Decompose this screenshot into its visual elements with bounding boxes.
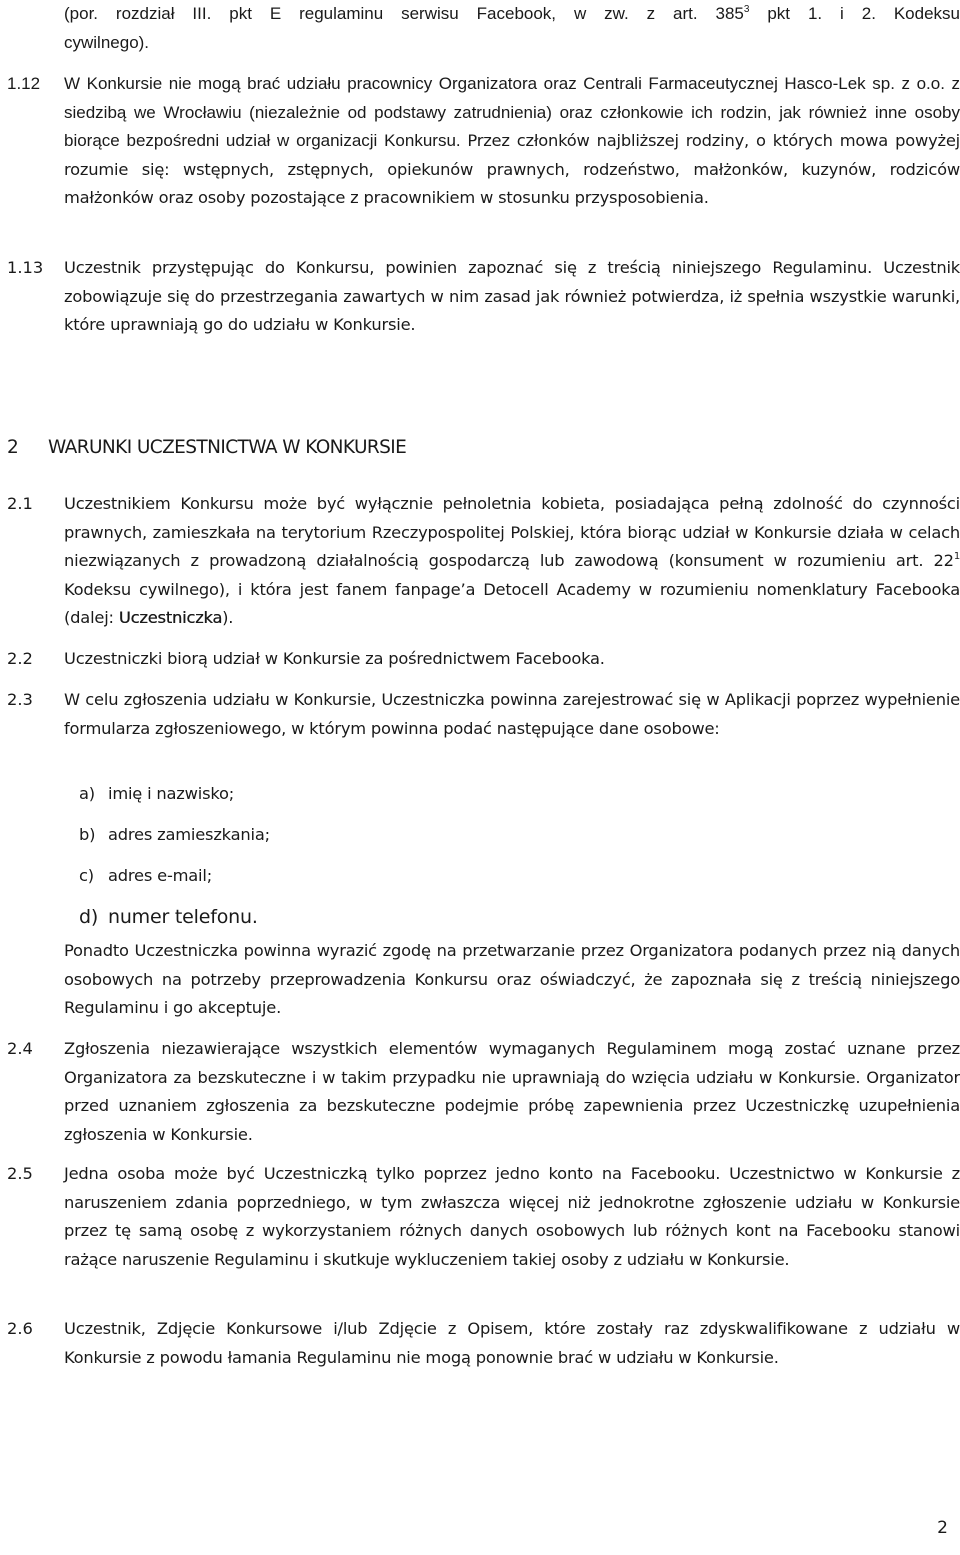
paragraph-text: W Konkursie nie mogą brać udziału pracownicy Organizatora oraz Centrali Farmaceutycznej Hasco-Lek sp. z o.o. z siedzibą we Wrocławiu (niezależnie od podstawy zatrudnienia) oraz członkowie ich rodzin, jak również inne osoby biorące bezpośredni udział w organizacji Konkursu.	[64, 74, 960, 150]
list-item-text: adres zamieszkania;	[108, 825, 270, 844]
intro-superscript: 3	[743, 4, 750, 15]
paragraph-2-6	[0, 1315, 960, 1372]
intro-text-b: pkt 1. i 2. Kodeksu	[749, 4, 960, 23]
paragraph-superscript: 1	[953, 551, 960, 562]
paragraph-text: Uczestnikiem Konkursu może być wyłącznie pełnoletnia kobieta, posiadająca pełną zdolność do czynności prawnych, zamieszkała na terytorium Rzeczypospolitej Polskiej, która biorąc udział w Konkursie działa w celach niezwiązanych z prowadzoną działalnością gospodarczą lub zawodową (konsument w rozumieniu art. 22	[64, 494, 960, 570]
list-item-text: numer telefonu.	[108, 906, 258, 928]
section-heading-number: 2	[7, 437, 19, 458]
paragraph-text: Uczestnik przystępując do Konkursu, powinien zapoznać się z treścią niniejszego Regulaminu. Uczestnik zobowiązuje się do przestrzegania zawartych w nim zasad jak również potwierdza, iż spełnia wszystkie warunki, które uprawniają go do udziału w Konkursie.	[64, 258, 960, 334]
list-item-label: b)	[79, 825, 96, 844]
paragraph-number: 2.6	[7, 1319, 33, 1338]
paragraph-2-3	[0, 686, 960, 743]
paragraph-text: Zgłoszenia niezawierające wszystkich elementów wymaganych Regulaminem mogą zostać uznane przez Organizatora za bezskuteczne i w takim przypadku nie uprawniają do wzięcia udziału w Konkursie. Organizator przed uznaniem zgłoszenia za bezskuteczne podejmie próbę zapewnienia przez Uczestniczkę uzupełnienia zgłoszenia w Konkursie.	[64, 1039, 960, 1144]
paragraph-1-12	[0, 70, 960, 213]
list-item	[79, 825, 270, 844]
page-number: 2	[937, 1518, 948, 1538]
section-heading-title: WARUNKI UCZESTNICTWA W KONKURSIE	[48, 437, 407, 458]
paragraph-text: W celu zgłoszenia udziału w Konkursie, Uczestniczka powinna zarejestrować się w Aplikacji poprzez wypełnienie formularza zgłoszeniowego, w którym powinna podać następujące dane osobowe:	[64, 690, 960, 738]
paragraph-text-continued: Kodeksu cywilnego), i która jest fanem fanpage’a Detocell Academy w rozumieniu nomenklatury Facebooka (dalej:	[64, 579, 960, 627]
list-item-text: imię i nazwisko;	[108, 784, 235, 803]
paragraph-2-1	[0, 490, 960, 633]
paragraph-number: 2.3	[7, 690, 33, 709]
paragraph-number: 2.2	[7, 649, 33, 668]
paragraph-number: 2.5	[7, 1164, 33, 1183]
paragraph-number: 2.1	[7, 494, 33, 513]
paragraph-text-continued: Przez członków najbliższej rodziny, o których mowa powyżej rozumie się: wstępnych, zstępnych, opiekunów prawnych, rodzeństwo, małżonków, kuzynów, rodziców małżonków oraz osoby pozostające z pracownikiem w stosunku przysposobienia.	[64, 131, 960, 207]
intro-line-2: cywilnego).	[64, 32, 150, 52]
paragraph-text-end: ).	[222, 608, 234, 627]
paragraph-2-5	[0, 1160, 960, 1274]
paragraph-text: Jedna osoba może być Uczestniczką tylko poprzez jedno konto na Facebooku. Uczestnictwo w Konkursie z naruszeniem zdania poprzedniego, w tym zwłaszcza więcej niż jednokrotne zgłoszenie udziału w Konkursie przez tę samą osobę z wykorzystaniem różnych danych osobowych lub różnych kont na Facebooku stanowi rażące naruszenie Regulaminu i skutkuje wykluczeniem takiej osoby z udziału w Konkursie.	[64, 1164, 960, 1269]
paragraph-text: Ponadto Uczestniczka powinna wyrazić zgodę na przetwarzanie przez Organizatora podanych przez nią danych osobowych na potrzeby przeprowadzenia Konkursu oraz oświadczyć, że zapoznała się z treścią niniejszego Regulaminu i go akceptuje.	[64, 941, 960, 1017]
list-item	[79, 866, 212, 885]
paragraph-2-2	[0, 645, 960, 674]
list-item	[79, 906, 258, 928]
section-heading	[7, 437, 406, 458]
list-item-label: c)	[79, 866, 94, 885]
paragraph-number: 1.12	[7, 74, 41, 93]
paragraph-number: 1.13	[7, 258, 44, 277]
paragraph-text: Uczestniczki biorą udział w Konkursie za pośrednictwem Facebooka.	[64, 649, 605, 668]
paragraph-1-13	[0, 254, 960, 340]
list-item-label: a)	[79, 784, 95, 803]
paragraph-2-4	[0, 1035, 960, 1149]
paragraph-2-3-continued	[0, 937, 960, 1023]
intro-paragraph	[0, 0, 960, 57]
intro-text-a: (por. rozdział III. pkt E regulaminu serwisu Facebook, w zw. z art. 385	[64, 4, 744, 23]
list-item-label: d)	[79, 906, 99, 928]
list-item-text: adres e-mail;	[108, 866, 212, 885]
defined-term: Uczestniczka	[118, 608, 223, 627]
paragraph-text: Uczestnik, Zdjęcie Konkursowe i/lub Zdjęcie z Opisem, które zostały raz zdyskwalifikowane z udziału w Konkursie z powodu łamania Regulaminu nie mogą ponownie brać w udziału w Konkursie.	[64, 1319, 960, 1367]
paragraph-number: 2.4	[7, 1039, 33, 1058]
list-item	[79, 784, 234, 803]
